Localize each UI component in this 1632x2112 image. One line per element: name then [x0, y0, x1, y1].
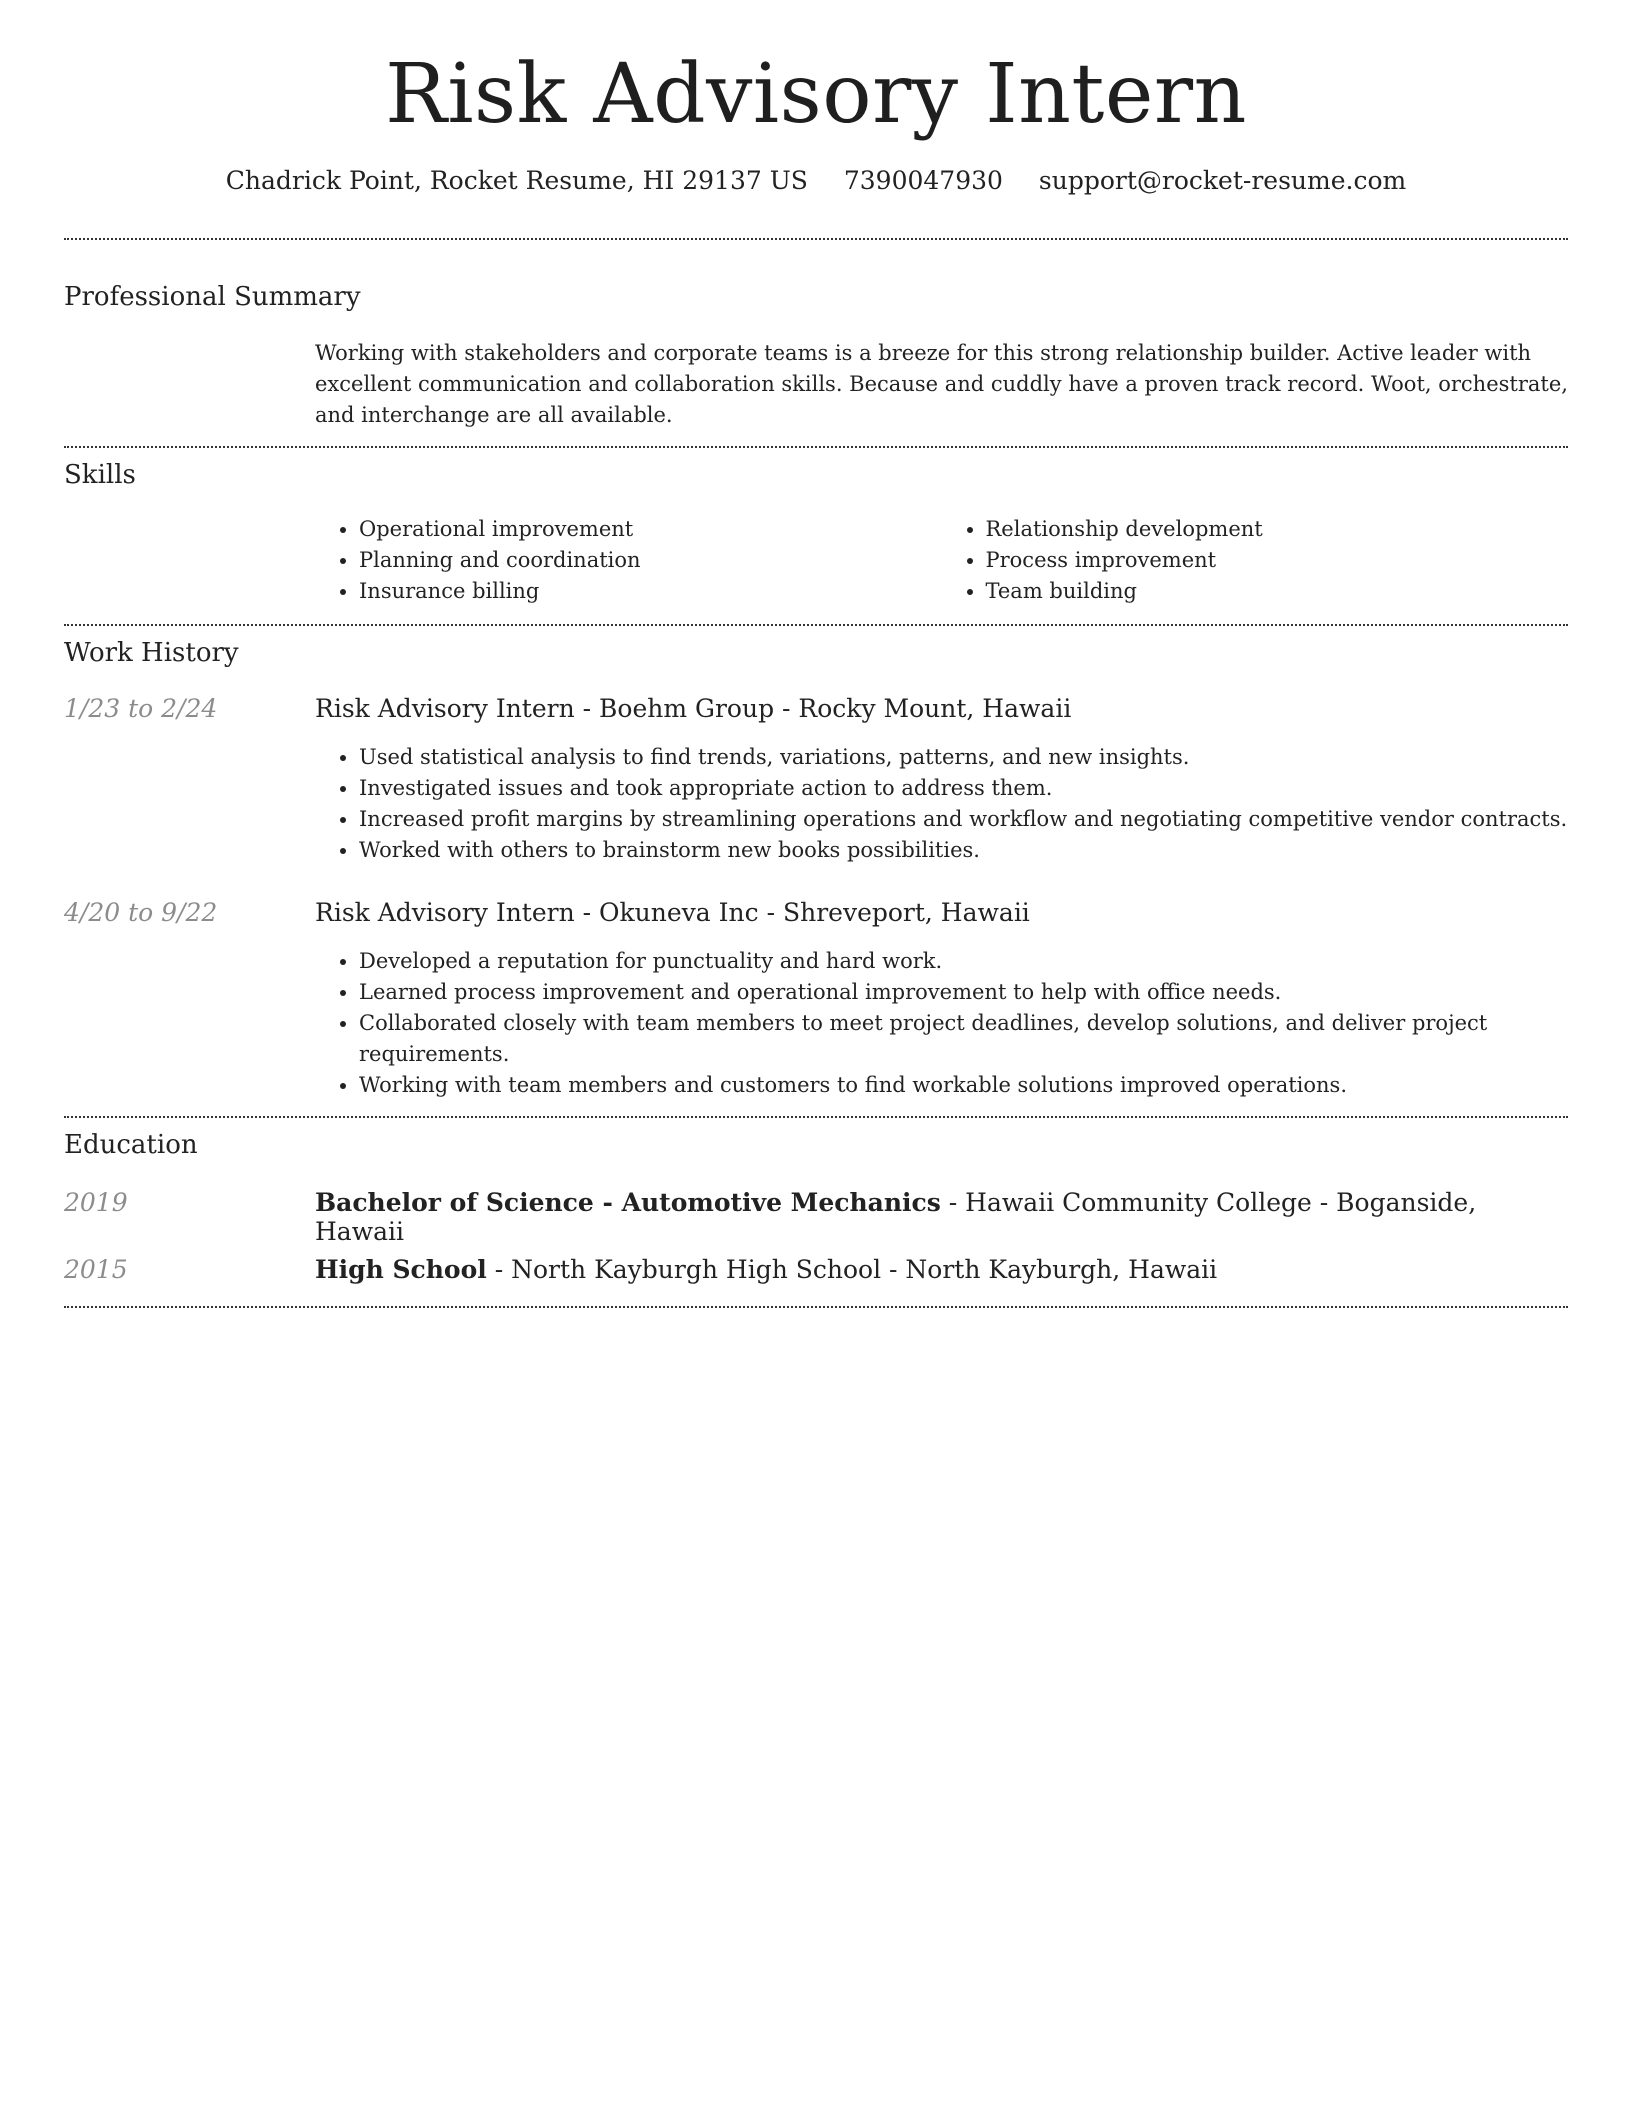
job-dates: 1/23 to 2/24 — [64, 694, 218, 723]
job-heading: Risk Advisory Intern - Okuneva Inc - Shreveport, Hawaii — [315, 898, 1030, 927]
education-year: 2015 — [64, 1255, 128, 1284]
job-bullets — [315, 742, 1568, 866]
job-bullet: • Worked with others to brainstorm new books possibilities. — [359, 835, 1568, 866]
education-year: 2019 — [64, 1188, 128, 1217]
education-heading — [315, 1255, 1217, 1284]
job-bullet: • Working with team members and customers to find workable solutions improved operations. — [359, 1070, 1568, 1101]
contact-phone: 7390047930 — [843, 166, 1003, 196]
job-heading: Risk Advisory Intern - Boehm Group - Rocky Mount, Hawaii — [315, 694, 1072, 723]
job-bullet: • Increased profit margins by streamlining operations and workflow and negotiating competitive vendor contracts. — [359, 804, 1568, 835]
summary-heading: Professional Summary — [64, 282, 361, 312]
job-bullets — [315, 946, 1568, 1101]
work-history-heading: Work History — [64, 638, 239, 668]
section-divider — [64, 446, 1568, 448]
skills-list — [315, 514, 1568, 607]
education-heading — [315, 1188, 1568, 1246]
job-bullet: • Investigated issues and took appropriate action to address them. — [359, 773, 1568, 804]
section-divider — [64, 238, 1568, 240]
summary-text: Working with stakeholders and corporate teams is a breeze for this strong relationship builder. Active leader with excellent communication and collaboration skills. Because and cuddly have a proven track record. Woot, orchestrate, and interchange are all available. — [315, 341, 1568, 427]
skills-heading: Skills — [64, 460, 136, 490]
contact-line — [0, 166, 1632, 195]
job-bullet: • Used statistical analysis to find trends, variations, patterns, and new insights. — [359, 742, 1568, 773]
education-degree: High School — [315, 1255, 487, 1284]
section-divider — [64, 1306, 1568, 1308]
education-degree: Bachelor of Science - Automotive Mechanics — [315, 1188, 941, 1217]
skill-item: • Team building — [986, 576, 1569, 607]
skill-item: • Operational improvement — [359, 514, 942, 545]
job-bullet: • Learned process improvement and operational improvement to help with office needs. — [359, 977, 1568, 1008]
skill-item: • Relationship development — [986, 514, 1569, 545]
skills-column-left — [315, 514, 942, 607]
education-school: - North Kayburgh High School - North Kayburgh, Hawaii — [486, 1255, 1218, 1284]
job-dates: 4/20 to 9/22 — [64, 898, 218, 927]
section-divider — [64, 1116, 1568, 1118]
contact-email: support@rocket-resume.com — [1038, 166, 1407, 196]
resume-header — [0, 0, 1632, 195]
skill-item: • Process improvement — [986, 545, 1569, 576]
education-heading: Education — [64, 1130, 198, 1160]
contact-address: Chadrick Point, Rocket Resume, HI 29137 US — [225, 166, 808, 196]
skill-item: • Planning and coordination — [359, 545, 942, 576]
skills-column-right — [942, 514, 1569, 607]
section-divider — [64, 624, 1568, 626]
education-school: - Hawaii Community College - Boganside, Hawaii — [315, 1188, 1477, 1246]
job-bullet: • Collaborated closely with team members to meet project deadlines, develop solutions, and deliver project requirements. — [359, 1008, 1568, 1070]
job-bullet: • Developed a reputation for punctuality and hard work. — [359, 946, 1568, 977]
candidate-name: Risk Advisory Intern — [385, 47, 1247, 142]
skill-item: • Insurance billing — [359, 576, 942, 607]
